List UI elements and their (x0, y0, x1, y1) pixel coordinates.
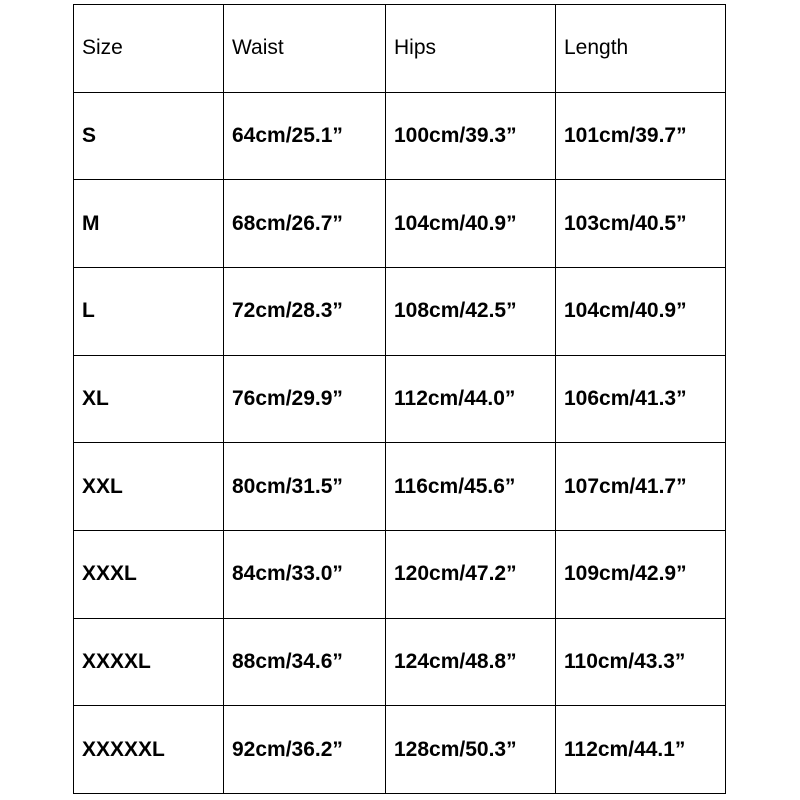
size-cell: L (74, 267, 224, 355)
length-cell: 112cm/44.1” (556, 706, 726, 794)
length-cell: 110cm/43.3” (556, 618, 726, 706)
length-cell: 109cm/42.9” (556, 530, 726, 618)
table-row (74, 180, 726, 268)
table-row (74, 92, 726, 180)
waist-cell: 72cm/28.3” (224, 267, 386, 355)
length-cell: 103cm/40.5” (556, 180, 726, 268)
hips-cell: 128cm/50.3” (386, 706, 556, 794)
size-chart-table (73, 4, 726, 794)
length-cell: 107cm/41.7” (556, 443, 726, 531)
waist-cell: 88cm/34.6” (224, 618, 386, 706)
size-cell: XXXL (74, 530, 224, 618)
table-header-row (74, 5, 726, 93)
table-row (74, 530, 726, 618)
length-cell: 101cm/39.7” (556, 92, 726, 180)
waist-cell: 68cm/26.7” (224, 180, 386, 268)
hips-cell: 104cm/40.9” (386, 180, 556, 268)
size-cell: M (74, 180, 224, 268)
table-row (74, 355, 726, 443)
waist-cell: 84cm/33.0” (224, 530, 386, 618)
table-row (74, 706, 726, 794)
table-row (74, 267, 726, 355)
hips-cell: 108cm/42.5” (386, 267, 556, 355)
header-hips: Hips (386, 5, 556, 93)
header-waist: Waist (224, 5, 386, 93)
hips-cell: 120cm/47.2” (386, 530, 556, 618)
hips-cell: 112cm/44.0” (386, 355, 556, 443)
hips-cell: 116cm/45.6” (386, 443, 556, 531)
size-cell: XXL (74, 443, 224, 531)
size-cell: XL (74, 355, 224, 443)
length-cell: 106cm/41.3” (556, 355, 726, 443)
waist-cell: 64cm/25.1” (224, 92, 386, 180)
size-cell: S (74, 92, 224, 180)
header-size: Size (74, 5, 224, 93)
table-row (74, 443, 726, 531)
hips-cell: 124cm/48.8” (386, 618, 556, 706)
hips-cell: 100cm/39.3” (386, 92, 556, 180)
header-length: Length (556, 5, 726, 93)
waist-cell: 76cm/29.9” (224, 355, 386, 443)
size-cell: XXXXL (74, 618, 224, 706)
waist-cell: 80cm/31.5” (224, 443, 386, 531)
size-cell: XXXXXL (74, 706, 224, 794)
table-row (74, 618, 726, 706)
waist-cell: 92cm/36.2” (224, 706, 386, 794)
length-cell: 104cm/40.9” (556, 267, 726, 355)
